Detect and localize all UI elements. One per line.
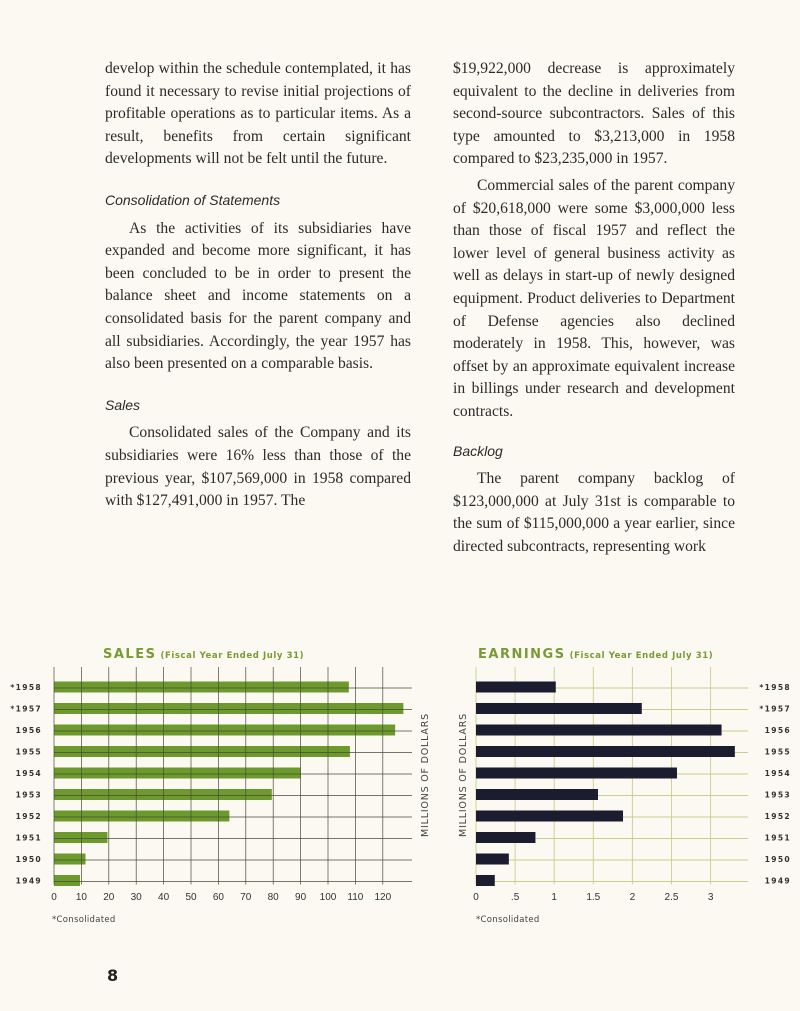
section-heading-consolidation: Consolidation of Statements bbox=[105, 191, 281, 208]
axis-title: MILLIONS OF DOLLARS bbox=[458, 713, 469, 837]
paragraph: Consolidated sales of the Company and its subsidiaries were 16% less than those of the previous year, $107,569,000 in 1958 compared with $127,491,000 in 1957. The bbox=[105, 424, 411, 510]
bar-sales-1958 bbox=[54, 682, 349, 693]
x-tick-label: 2.5 bbox=[664, 892, 679, 903]
category-label: 1954 bbox=[764, 769, 791, 778]
category-label: 1949 bbox=[764, 876, 791, 886]
x-tick-label: 3 bbox=[707, 892, 714, 903]
paragraph: As the activities of its subsidiaries have expanded and become more significant, it has been concluded to be in order to present the balance sheet and income statements on a consolidated basis for the parent company and all subsidiaries. Accordingly, the year 1957 has also been presented on a comparable basis. bbox=[105, 219, 411, 373]
category-label: 1955 bbox=[15, 747, 42, 757]
x-tick-label: 30 bbox=[130, 892, 142, 903]
bar-earnings-1957 bbox=[476, 703, 642, 714]
paragraph: Commercial sales of the parent company of $20,618,000 were some $3,000,000 less than those of fiscal 1957 and reflect the lower level of general business activity as well as delays in start-up of newly designed equipment. Product deliveries to Department of Defense agencies also declined moderately in 1958. This, however, was offset by an approximate equivalent increase in billings under research and development contracts. bbox=[453, 176, 735, 420]
category-label: 1951 bbox=[764, 833, 791, 843]
category-label: *1958 bbox=[759, 683, 791, 692]
category-label: 1953 bbox=[764, 790, 791, 800]
bar-earnings-1950 bbox=[476, 854, 509, 865]
paragraph: $19,922,000 decrease is approximately equivalent to the decline in deliveries from second-source subcontractors. Sales of this type amounted to $3,213,000 in 1958 compared to $23,235,000 in 1957. bbox=[453, 60, 735, 168]
category-label: 1949 bbox=[15, 876, 42, 886]
category-label: 1953 bbox=[15, 790, 42, 800]
bar-earnings-1956 bbox=[476, 725, 722, 736]
section-heading-sales: Sales bbox=[105, 396, 141, 413]
bar-sales-1952 bbox=[54, 811, 229, 822]
sales-title: SALES bbox=[103, 647, 157, 662]
x-tick-label: 10 bbox=[75, 892, 87, 903]
x-tick-label: 50 bbox=[185, 892, 197, 903]
bar-sales-1949 bbox=[54, 875, 80, 886]
x-tick-label: 120 bbox=[374, 892, 392, 903]
bar-earnings-1955 bbox=[476, 746, 735, 757]
bar-earnings-1954 bbox=[476, 768, 677, 779]
bar-sales-1951 bbox=[54, 832, 107, 843]
category-label: *1958 bbox=[10, 683, 42, 692]
x-tick-label: 0 bbox=[51, 892, 57, 903]
bar-earnings-1952 bbox=[476, 811, 623, 822]
bar-sales-1954 bbox=[54, 768, 301, 779]
sales-footnote: *Consolidated bbox=[52, 915, 116, 925]
bar-sales-1950 bbox=[54, 854, 86, 865]
x-tick-label: 110 bbox=[347, 892, 364, 903]
category-label: *1957 bbox=[759, 704, 791, 714]
sales-subtitle: (Fiscal Year Ended July 31) bbox=[160, 651, 305, 661]
category-label: 1950 bbox=[764, 855, 791, 864]
x-tick-label: 40 bbox=[158, 892, 170, 903]
category-label: 1956 bbox=[764, 726, 791, 735]
x-tick-label: 70 bbox=[240, 892, 252, 903]
x-tick-label: 1.5 bbox=[586, 892, 601, 903]
category-label: 1951 bbox=[15, 833, 42, 843]
bars bbox=[54, 682, 403, 887]
category-label: 1954 bbox=[15, 769, 42, 778]
section-heading-backlog: Backlog bbox=[453, 442, 503, 459]
x-tick-label: 0 bbox=[473, 892, 479, 903]
category-label: 1950 bbox=[15, 855, 42, 864]
category-label: 1956 bbox=[15, 726, 42, 735]
x-tick-label: 1 bbox=[551, 892, 557, 903]
page-number: 8 bbox=[107, 966, 119, 985]
earnings-subtitle: (Fiscal Year Ended July 31) bbox=[569, 651, 714, 661]
axis-title: MILLIONS OF DOLLARS bbox=[420, 713, 431, 837]
category-label: 1952 bbox=[15, 812, 42, 821]
bar-sales-1956 bbox=[54, 725, 395, 736]
earnings-title: EARNINGS bbox=[478, 647, 566, 662]
category-label: *1957 bbox=[10, 704, 42, 714]
x-tick-label: 90 bbox=[295, 892, 307, 903]
x-tick-label: 60 bbox=[212, 892, 224, 903]
bar-earnings-1958 bbox=[476, 682, 556, 693]
x-tick-label: 80 bbox=[267, 892, 279, 903]
bar-earnings-1949 bbox=[476, 875, 495, 886]
earnings-chart bbox=[458, 667, 791, 903]
category-label: 1955 bbox=[764, 747, 791, 757]
category-label: 1952 bbox=[764, 812, 791, 821]
paragraph: develop within the schedule contemplated, it has found it necessary to revise initial projections of profitable operations as to particular items. As a result, benefits from certain significant developments will not be felt until the future. bbox=[105, 60, 411, 168]
bar-earnings-1953 bbox=[476, 789, 598, 800]
bar-sales-1957 bbox=[54, 703, 403, 714]
bar-sales-1953 bbox=[54, 789, 272, 800]
x-tick-label: 20 bbox=[103, 892, 115, 903]
paragraph: The parent company backlog of $123,000,000 at July 31st is comparable to the sum of $115,000,000 a year earlier, since directed subcontracts, representing work bbox=[453, 470, 735, 555]
x-tick-label: 2 bbox=[629, 892, 636, 903]
x-tick-label: .5 bbox=[510, 892, 520, 903]
sales-chart bbox=[10, 667, 431, 903]
bar-earnings-1951 bbox=[476, 832, 535, 843]
x-tick-label: 100 bbox=[319, 892, 337, 903]
bar-sales-1955 bbox=[54, 746, 350, 757]
earnings-footnote: *Consolidated bbox=[476, 915, 540, 925]
